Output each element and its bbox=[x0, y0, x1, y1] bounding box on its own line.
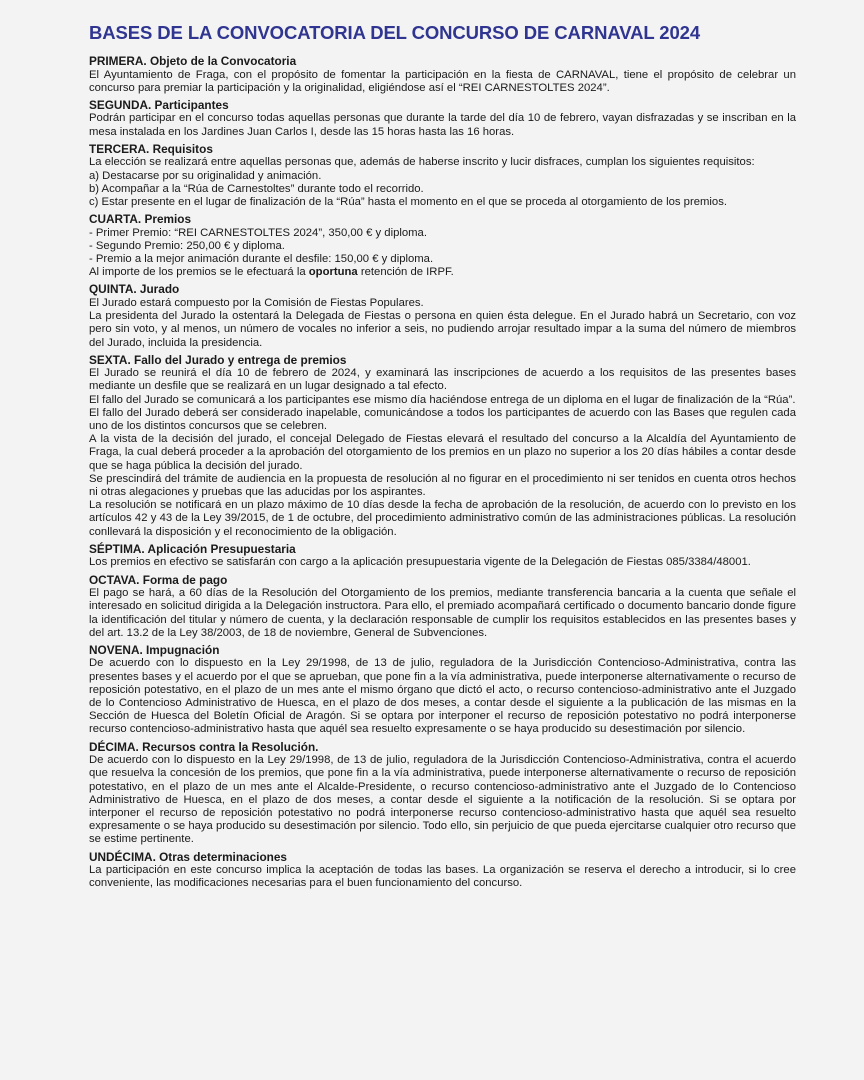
section-paragraph: De acuerdo con lo dispuesto en la Ley 29/1998, de 13 de julio, reguladora de la Jurisdicción Contencioso-Administrativa, contra las presentes bases y el acuerdo por el que se aprueban, que pone fin a la vía administrativa, puede interponerse alternativamente o recurso de reposición potestativo, en el plazo de un mes ante el mismo órgano que dictó el acto, o recurso contencioso-administrativo ante el Juzgado de lo Contencioso Administrativo de Huesca, en el plazo de dos meses, a contar desde el siguiente a la publicación de las mismas en la Sección de Huesca del Boletín Oficial de Aragón. Si se optara por interponer el recurso de reposición potestativo no podrá interponerse recurso contencioso-administrativo hasta que aquél sea resuelto expresamente o se haya producido su desestimación por silencio. bbox=[89, 657, 796, 736]
section bbox=[89, 283, 796, 349]
section-paragraph: A la vista de la decisión del jurado, el concejal Delegado de Fiestas elevará el resultado del concurso a la Alcaldía del Ayuntamiento de Fraga, la cual deberá proceder a la aprobación del otorgamiento de los premios en un plazo no superior a los 20 días hábiles a contar desde que se haga pública la decisión del jurado. bbox=[89, 433, 796, 472]
section-paragraph: El pago se hará, a 60 días de la Resolución del Otorgamiento de los premios, mediante transferencia bancaria a la cuenta que señale el interesado en solicitud dirigida a la Delegación instructora. Para ello, el premiado acompañará certificado o documento bancario donde figure la identificación del titular y número de cuenta, y la declaración responsable de cumplir los requisitos establecidos en las presentes bases y del art. 13.2 de la Ley 38/2003, de 18 de noviembre, General de Subvenciones. bbox=[89, 587, 796, 639]
section-heading: NOVENA. Impugnación bbox=[89, 642, 220, 657]
section-paragraph: b) Acompañar a la “Rúa de Carnestoltes” durante todo el recorrido. bbox=[89, 182, 424, 195]
section-paragraph: Los premios en efectivo se satisfarán con cargo a la aplicación presupuestaria vigente de la Delegación de Fiestas 085/3384/48001. bbox=[89, 556, 751, 569]
section-paragraph: - Primer Premio: “REI CARNESTOLTES 2024”, 350,00 € y diploma. bbox=[89, 226, 427, 239]
section-paragraph: El fallo del Jurado se comunicará a los participantes ese mismo día haciéndose entrega de un diploma en el lugar de finalización de la “Rúa”. bbox=[89, 393, 796, 406]
section-paragraph: - Premio a la mejor animación durante el desfile: 150,00 € y diploma. bbox=[89, 253, 434, 266]
section-paragraph: De acuerdo con lo dispuesto en la Ley 29/1998, de 13 de julio, reguladora de la Jurisdicción Contencioso-Administrativa, contra el acuerdo que resuelva la concesión de los premios, que pone fin a la vía administrativa, puede interponerse alternativamente o recurso de reposición potestativo, en el plazo de un mes ante el Alcalde-Presidente, o recurso contencioso-administrativo ante el Juzgado de lo Contencioso Administrativo de Huesca, en el plazo de dos meses, a contar desde el siguiente a la notificación de la resolución. Si se optara por interponer el recurso de reposición potestativo no podrá interponerse recurso contencioso-administrativo hasta que aquél sea resuelto expresamente o se haya producido su desestimación por silencio. Todo ello, sin perjuicio de que pueda ejercitarse cualquier otro recurso que se estime pertinente. bbox=[89, 754, 796, 846]
section bbox=[89, 851, 796, 891]
section-paragraph: Se prescindirá del trámite de audiencia en la propuesta de resolución al no figurar en el procedimiento ni ser tenidos en cuenta otros hechos ni otras alegaciones y pruebas que las aducidas por los aspirantes. bbox=[89, 472, 796, 499]
section-paragraph: El Ayuntamiento de Fraga, con el propósito de fomentar la participación en la fiesta de CARNAVAL, tiene el propósito de celebrar un concurso para premiar la participación y la originalidad, eligiéndose así el “REI CARNESTOLTES 2024”. bbox=[89, 68, 796, 94]
section-heading: UNDÉCIMA. Otras determinaciones bbox=[89, 849, 287, 864]
section-paragraph: El fallo del Jurado deberá ser considerado inapelable, comunicándose a todos los participantes de acuerdo con las Bases que regulen cada uno de los distintos concursos que se celebren. bbox=[89, 406, 796, 433]
irpf-note-after: retención de IRPF. bbox=[357, 266, 454, 279]
section-heading: SÉPTIMA. Aplicación Presupuestaria bbox=[89, 541, 296, 556]
section bbox=[89, 354, 796, 539]
section bbox=[89, 741, 796, 847]
section-paragraph: - Segundo Premio: 250,00 € y diploma. bbox=[89, 239, 285, 252]
sections-container bbox=[89, 55, 796, 890]
section-paragraph: La elección se realizará entre aquellas personas que, además de haberse inscrito y lucir disfraces, cumplan los siguientes requisitos: bbox=[89, 156, 755, 169]
section-heading: SEXTA. Fallo del Jurado y entrega de premios bbox=[89, 352, 347, 367]
section-paragraph: La resolución se notificará en un plazo máximo de 10 días desde la fecha de aprobación de la resolución, de acuerdo con lo previsto en los artículos 42 y 43 de la Ley 39/2015, de 1 de octubre, del procedimiento administrativo común de las administraciones públicas. La resolución conllevará la disposición y el reconocimiento de la obligación. bbox=[89, 499, 796, 538]
document-title: BASES DE LA CONVOCATORIA DEL CONCURSO DE CARNAVAL 2024 bbox=[89, 22, 701, 43]
irpf-note-bold: oportuna bbox=[308, 266, 358, 279]
section-heading: CUARTA. Premios bbox=[89, 212, 192, 227]
section bbox=[89, 55, 796, 95]
section-heading: SEGUNDA. Participantes bbox=[89, 97, 229, 112]
irpf-note-before: Al importe de los premios se le efectuará la bbox=[89, 266, 309, 279]
section-paragraph: La presidenta del Jurado la ostentará la Delegada de Fiestas o persona en quien ésta delegue. En el Jurado habrá un Secretario, con voz pero sin voto, y al menos, un número de vocales no inferior a seis, no pudiendo arrojar resultado impar a la suma del número de miembros del Jurado, incluida la presidencia. bbox=[89, 310, 796, 349]
section bbox=[89, 574, 796, 640]
section bbox=[89, 99, 796, 139]
section-heading: QUINTA. Jurado bbox=[89, 282, 180, 297]
section-paragraph: Podrán participar en el concurso todas aquellas personas que durante la tarde del día 10 de febrero, vayan disfrazadas y se inscriban en la mesa instalada en los Jardines Juan Carlos I, desde las 15 horas hasta las 16 horas. bbox=[89, 112, 796, 138]
section-heading: PRIMERA. Objeto de la Convocatoria bbox=[89, 54, 297, 68]
section-heading: DÉCIMA. Recursos contra la Resolución. bbox=[89, 739, 319, 754]
section bbox=[89, 644, 796, 737]
section-heading: TERCERA. Requisitos bbox=[89, 141, 213, 156]
section bbox=[89, 143, 796, 209]
section-paragraph: c) Estar presente en el lugar de finalización de la “Rúa” hasta el momento en el que se proceda al otorgamiento de los premios. bbox=[89, 195, 728, 208]
section-paragraph: La participación en este concurso implica la aceptación de todas las bases. La organización se reserva el derecho a introducir, si lo cree conveniente, las modificaciones necesarias para el buen funcionamiento del concurso. bbox=[89, 864, 796, 890]
section-paragraph: El Jurado se reunirá el día 10 de febrero de 2024, y examinará las inscripciones de acuerdo a los requisitos de las presentes bases mediante un desfile que se realizará en un lugar designado a tal efecto. bbox=[89, 367, 796, 393]
section bbox=[89, 213, 796, 279]
section-heading: OCTAVA. Forma de pago bbox=[89, 572, 228, 587]
section-paragraph: El Jurado estará compuesto por la Comisión de Fiestas Populares. bbox=[89, 296, 424, 309]
section bbox=[89, 543, 796, 570]
section-paragraph: a) Destacarse por su originalidad y animación. bbox=[89, 169, 322, 182]
irpf-note bbox=[89, 266, 796, 279]
